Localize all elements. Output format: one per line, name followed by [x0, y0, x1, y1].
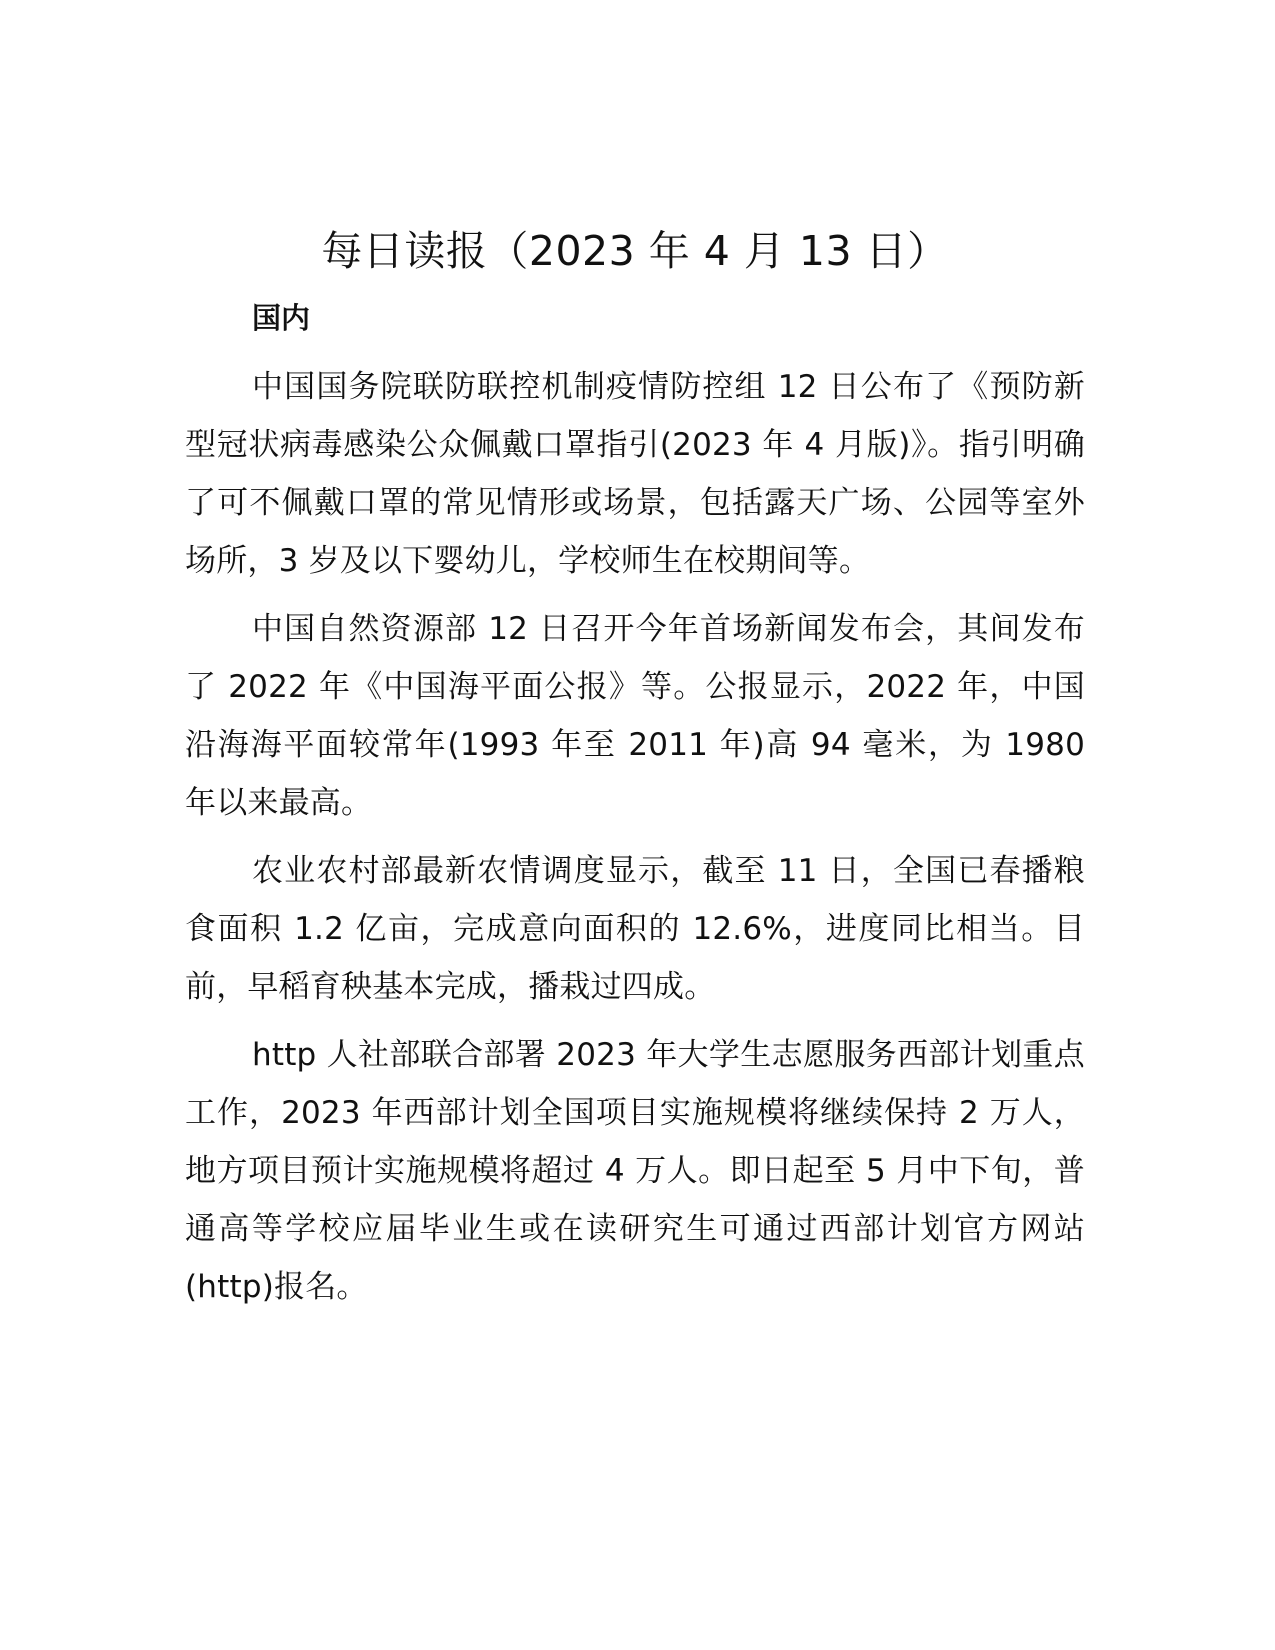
- section-heading: 国内: [252, 301, 311, 335]
- document-body: [185, 222, 1085, 1316]
- paragraph-sea-level-report: 中国自然资源部 12 日召开今年首场新闻发布会，其间发布了 2022 年《中国海平面公报》等。公报显示，2022 年，中国沿海海平面较常年(1993 年至 2011 年)高 94 毫米，为 1980 年以来最高。: [185, 611, 1085, 821]
- paragraph-mask-guidelines: 中国国务院联防联控机制疫情防控组 12 日公布了《预防新型冠状病毒感染公众佩戴口罩指引(2023 年 4 月版)》。指引明确了可不佩戴口罩的常见情形或场景，包括露天广场、公园等室外场所，3 岁及以下婴幼儿，学校师生在校期间等。: [185, 369, 1085, 579]
- page-title: 每日读报（2023 年 4 月 13 日）: [321, 227, 949, 275]
- paragraph-western-volunteer-plan: http 人社部联合部署 2023 年大学生志愿服务西部计划重点工作，2023 年西部计划全国项目实施规模将继续保持 2 万人，地方项目预计实施规模将超过 4 万人。即日起至 5 月中下旬，普通高等学校应届毕业生或在读研究生可通过西部计划官方网站(http)报名。: [185, 1037, 1085, 1305]
- paragraph-spring-sowing: 农业农村部最新农情调度显示，截至 11 日，全国已春播粮食面积 1.2 亿亩，完成意向面积的 12.6%，进度同比相当。目前，早稻育秧基本完成，播栽过四成。: [185, 853, 1085, 1005]
